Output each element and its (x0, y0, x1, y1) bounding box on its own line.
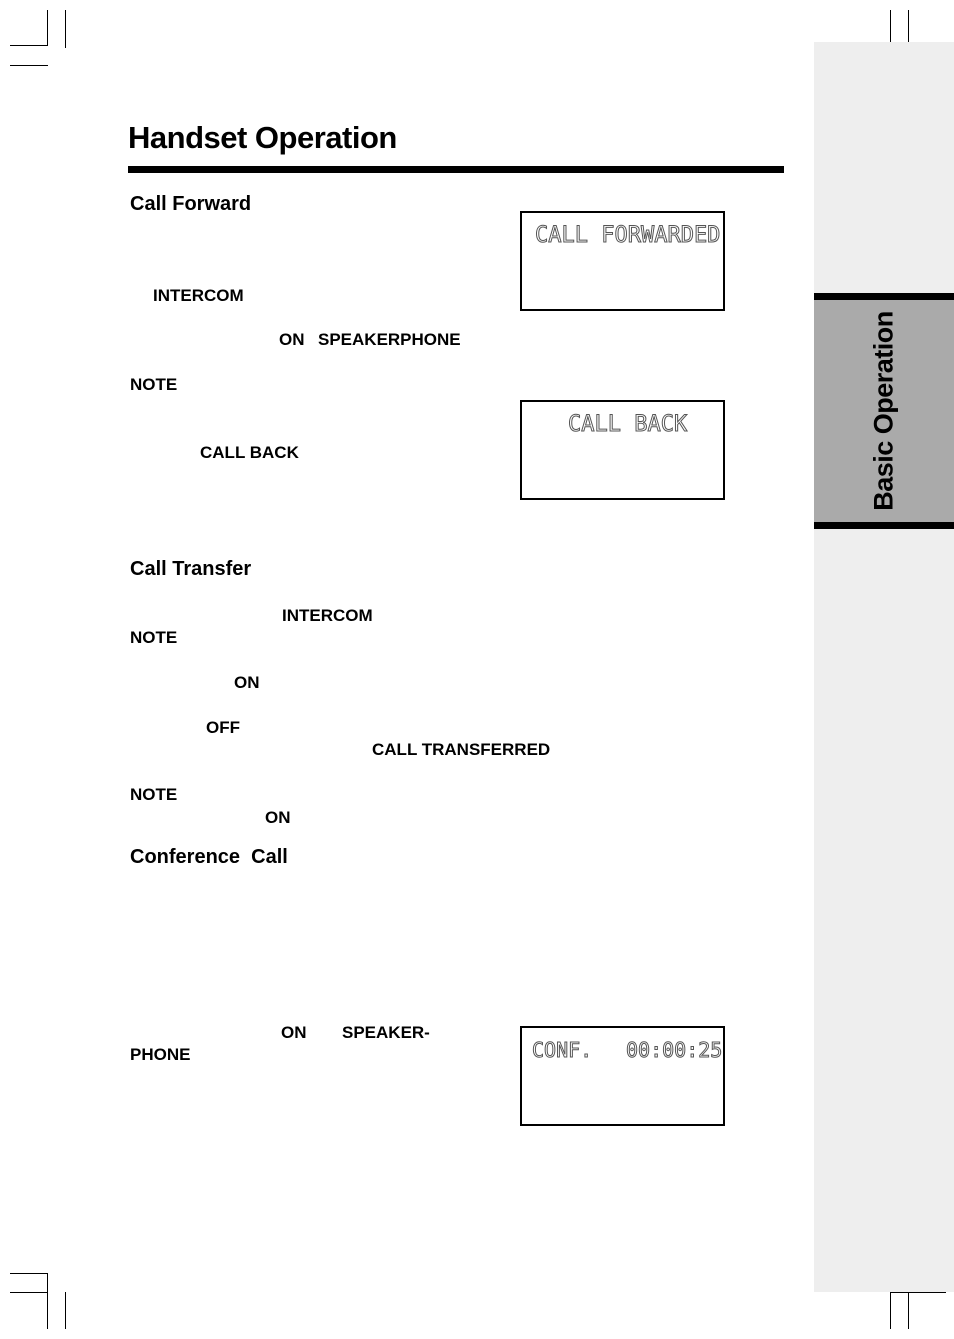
lcd-display-call-back (520, 400, 725, 500)
crop-mark (47, 1273, 48, 1329)
lcd-text: CALL FORWARDED (535, 223, 721, 248)
crop-mark (10, 45, 48, 46)
crop-mark (47, 10, 48, 46)
keyword-call-transferred: CALL TRANSFERRED (372, 740, 551, 759)
keyword-call-back: CALL BACK (200, 443, 299, 462)
keyword-on: ON (234, 673, 260, 692)
conference-call-heading: Conference Call (130, 846, 288, 868)
title-rule (128, 166, 784, 173)
keyword-intercom: INTERCOM (153, 286, 244, 305)
page-title: Handset Operation (128, 120, 397, 155)
keyword-phone: PHONE (130, 1045, 191, 1064)
keyword-note: NOTE (130, 785, 178, 804)
call-transfer-heading: Call Transfer (130, 558, 252, 580)
lcd-text-conf: CONF. (532, 1038, 593, 1062)
crop-mark (10, 65, 48, 66)
keyword-on: ON (265, 808, 291, 827)
crop-mark (65, 1292, 66, 1329)
crop-mark (65, 10, 66, 48)
keyword-speakerphone: SPEAKERPHONE (318, 330, 461, 349)
keyword-on: ON (279, 330, 305, 349)
lcd-text-timer: 00:00:25 (626, 1038, 723, 1062)
keyword-speaker: SPEAKER- (342, 1023, 430, 1042)
keyword-off: OFF (206, 718, 240, 737)
crop-mark (10, 1273, 48, 1274)
lcd-display-call-forwarded (520, 211, 725, 311)
crop-mark (10, 1292, 48, 1293)
side-tab-label: Basic Operation (868, 311, 899, 511)
crop-mark (890, 1292, 946, 1293)
lcd-text: CALL BACK (568, 412, 688, 437)
side-strip (814, 42, 954, 1292)
keyword-note: NOTE (130, 628, 178, 647)
keyword-note: NOTE (130, 375, 178, 394)
side-tab (814, 293, 954, 529)
keyword-intercom: INTERCOM (282, 606, 373, 625)
keyword-on: ON (281, 1023, 307, 1042)
lcd-display-conference (520, 1026, 725, 1126)
call-forward-heading: Call Forward (130, 193, 252, 215)
crop-mark (890, 1292, 891, 1329)
